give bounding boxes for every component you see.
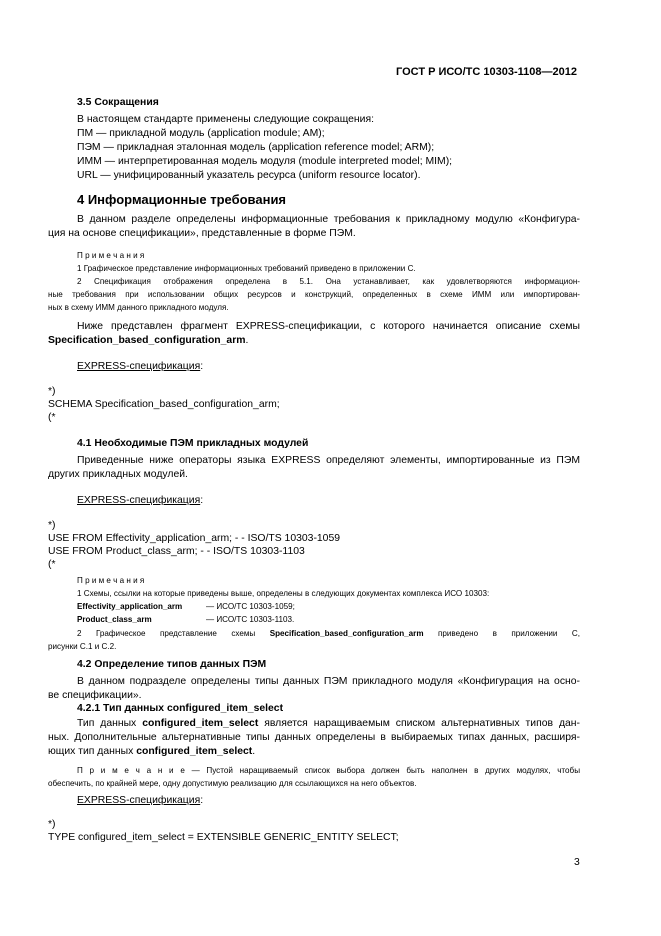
schema-reference-doc: — ИСО/ТС 10303-1103. [206, 615, 295, 624]
note-text: ных в схему ИММ данного прикладного модуля. [48, 303, 229, 312]
abbreviation-item: ИММ — интерпретированная модель модуля (module interpreted model; MIM); [77, 156, 453, 167]
section-4-2-title: 4.2 Определение типов данных ПЭМ [77, 659, 267, 670]
schema-reference-doc: — ИСО/ТС 10303-1059; [206, 602, 295, 611]
code-line: SCHEMA Specification_based_configuration_arm; [48, 399, 280, 410]
code-line: (* [48, 412, 56, 423]
code-line: USE FROM Effectivity_application_arm; - - ISO/TS 10303-1059 [48, 533, 341, 544]
document-id: ГОСТ Р ИСО/ТС 10303-1108—2012 [396, 66, 577, 78]
code-line: *) [48, 520, 56, 531]
section-4-paragraph: В данном разделе определены информационные требования к прикладному модулю «Конфигура- [77, 214, 580, 225]
section-4-paragraph: Ниже представлен фрагмент EXPRESS-спецификации, с которого начинается описание схемы [77, 321, 580, 332]
code-line: TYPE configured_item_select = EXTENSIBLE GENERIC_ENTITY SELECT; [48, 832, 399, 843]
code-line: (* [48, 559, 56, 570]
note-text: 1 Графическое представление информационных требований приведено в приложении С. [77, 264, 416, 273]
section-4-2-paragraph: ве спецификации». [48, 690, 142, 701]
note-text: обеспечить, по крайней мере, одну допустимую реализацию для ссылающихся на него объектов. [48, 779, 417, 788]
note-text: 2 Спецификация отображения определена в 5.1. Она устанавливает, как удовлетворяются информацион- [77, 277, 580, 286]
section-4-2-paragraph: В данном подразделе определены типы данных ПЭМ прикладного модуля «Конфигурация на осно- [77, 676, 580, 687]
schema-reference-name: Effectivity_application_arm [77, 602, 183, 611]
notes-label: П р и м е ч а н и я [77, 576, 145, 585]
note-text: 2 Графическое представление схемы Specification_based_configuration_arm приведено в приложении С, [77, 629, 580, 638]
note-text: рисунки С.1 и С.2. [48, 642, 117, 651]
abbreviation-item: ПЭМ — прикладная эталонная модель (application reference model; ARM); [77, 142, 435, 153]
note-text: П р и м е ч а н и е — Пустой наращиваемый список выбора должен быть наполнен в других модулях, чтобы [77, 766, 581, 775]
code-line: *) [48, 386, 56, 397]
notes-label: П р и м е ч а н и я [77, 251, 145, 260]
section-4-1-paragraph: Приведенные ниже операторы языка EXPRESS определяют элементы, импортированные из ПЭМ [77, 455, 580, 466]
section-4-2-1-paragraph: Тип данных configured_item_select является наращиваемым списком альтернативных типов дан- [77, 718, 581, 729]
express-label: EXPRESS-спецификация: [77, 361, 204, 372]
section-4-2-1-paragraph: ющих тип данных configured_item_select. [48, 746, 256, 757]
section-4-2-1-title: 4.2.1 Тип данных configured_item_select [77, 703, 284, 714]
section-4-1-paragraph: других прикладных модулей. [48, 469, 188, 480]
section-3-5-title: 3.5 Сокращения [77, 97, 159, 108]
code-line: USE FROM Product_class_arm; - - ISO/TS 10303-1103 [48, 546, 305, 557]
abbreviation-item: URL — унифицированный указатель ресурса (uniform resource locator). [77, 170, 421, 181]
note-text: 1 Схемы, ссылки на которые приведены выше, определены в следующих документах комплекса ИСО 10303: [77, 589, 490, 598]
express-label: EXPRESS-спецификация: [77, 495, 204, 506]
schema-reference-name: Product_class_arm [77, 615, 152, 624]
section-3-5-intro: В настоящем стандарте применены следующие сокращения: [77, 114, 374, 125]
section-4-paragraph: ция на основе спецификации», представленные в форме ПЭМ. [48, 228, 356, 239]
section-4-title: 4 Информационные требования [77, 192, 287, 207]
note-text: ные требования при использовании общих ресурсов и конструкций, определенных в схеме ИММ или импортирован- [48, 290, 580, 299]
abbreviation-item: ПМ — прикладной модуль (application module; AM); [77, 128, 325, 139]
code-line: *) [48, 819, 56, 830]
schema-name: Specification_based_configuration_arm [48, 335, 246, 346]
section-4-1-title: 4.1 Необходимые ПЭМ прикладных модулей [77, 438, 309, 449]
section-4-2-1-paragraph: ных. Дополнительные альтернативные типы данных определены в выбираемых типах данных, расширя- [48, 732, 580, 743]
page-number: 3 [574, 857, 580, 868]
section-4-paragraph: Specification_based_configuration_arm. [48, 335, 249, 346]
express-label: EXPRESS-спецификация: [77, 795, 204, 806]
